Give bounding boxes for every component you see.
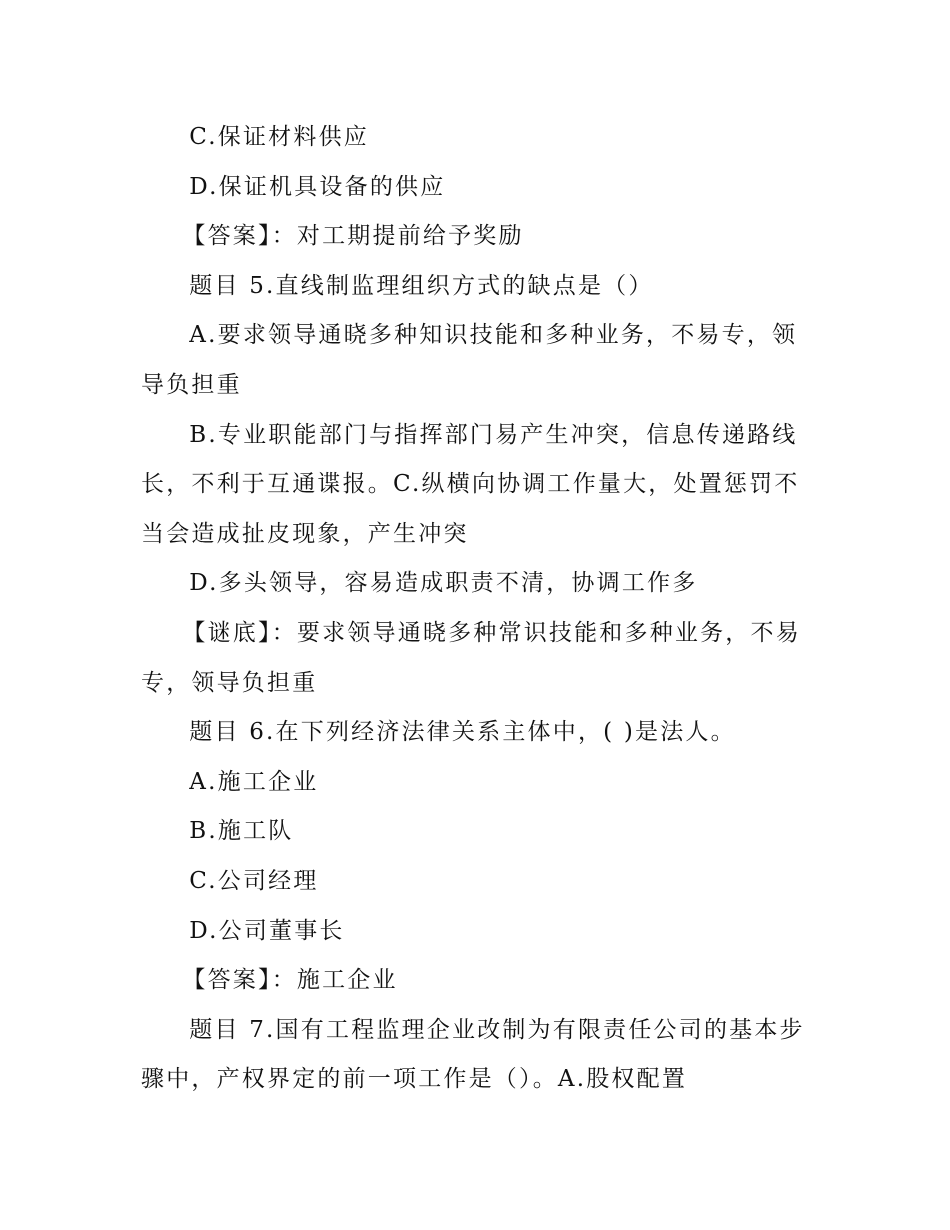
answer-q4: 【答案】：对工期提前给予奖励 — [182, 223, 524, 250]
option-d-q6: D.公司董事长 — [189, 917, 345, 944]
option-c-q4: C.保证材料供应 — [189, 124, 369, 150]
option-b-q6: B.施工队 — [189, 818, 294, 845]
option-d-q4: D.保证机具设备的供应 — [189, 173, 446, 200]
document-body — [141, 113, 816, 1105]
option-a-q6: A.施工企业 — [189, 768, 319, 795]
question-6: 题目 6.在下列经济法律关系主体中，( )是法人。 — [189, 719, 736, 746]
option-c-q6: C.公司经理 — [189, 867, 319, 894]
option-d-q5: D.多头领导，容易造成职责不清，协调工作多 — [189, 570, 698, 597]
answer-q5: 【谜底】：要求领导通晓多种常识技能和多种业务，不易专，领导负担重 — [141, 619, 801, 696]
option-b-c-q5: B.专业职能部门与指挥部门易产生冲突，信息传递路线长，不利于互通谍报。C.纵横向协调工作量大，处置惩罚不当会造成扯皮现象，产生冲突 — [141, 421, 800, 547]
question-5: 题目 5.直线制监理组织方式的缺点是（） — [189, 272, 654, 299]
option-a-q5: A.要求领导通晓多种知识技能和多种业务，不易专，领导负担重 — [141, 322, 798, 398]
answer-q6: 【答案】：施工企业 — [182, 967, 398, 994]
question-7: 题目 7.国有工程监理企业改制为有限责任公司的基本步骤中，产权界定的前一项工作是（）。A.股权配置 — [141, 1016, 805, 1093]
